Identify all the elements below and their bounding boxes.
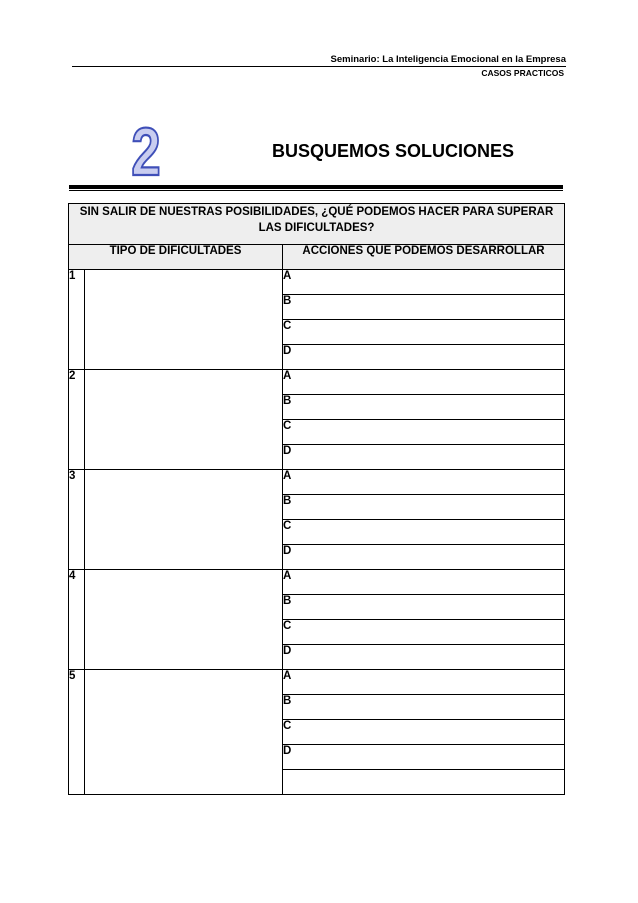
action-cell[interactable]: B — [283, 395, 565, 420]
action-cell[interactable]: A — [283, 370, 565, 395]
title-thin-rule — [69, 190, 563, 191]
row-number: 3 — [69, 470, 85, 570]
action-cell[interactable]: C — [283, 720, 565, 745]
table-row — [69, 370, 565, 395]
action-cell[interactable]: C — [283, 420, 565, 445]
row-number: 5 — [69, 670, 85, 795]
action-cell[interactable]: A — [283, 670, 565, 695]
header-seminar-title: Seminario: La Inteligencia Emocional en la Empresa — [330, 54, 566, 65]
action-cell[interactable]: C — [283, 320, 565, 345]
action-cell[interactable]: C — [283, 520, 565, 545]
action-cell[interactable]: B — [283, 295, 565, 320]
action-cell[interactable]: B — [283, 595, 565, 620]
action-cell[interactable]: A — [283, 270, 565, 295]
page-title: BUSQUEMOS SOLUCIONES — [272, 141, 515, 161]
title-thick-rule — [69, 185, 563, 189]
table-row — [69, 670, 565, 695]
action-cell[interactable]: D — [283, 445, 565, 470]
action-cell[interactable]: D — [283, 545, 565, 570]
action-cell[interactable]: A — [283, 570, 565, 595]
row-number: 4 — [69, 570, 85, 670]
action-cell[interactable]: D — [283, 345, 565, 370]
number-badge-text: 2 — [131, 118, 161, 180]
difficulty-cell[interactable] — [85, 670, 283, 795]
header-section-label: CASOS PRACTICOS — [481, 68, 564, 78]
table-row — [69, 570, 565, 595]
header-rule — [72, 66, 566, 67]
row-number: 2 — [69, 370, 85, 470]
action-cell[interactable]: C — [283, 620, 565, 645]
action-cell[interactable]: B — [283, 695, 565, 720]
action-cell[interactable]: D — [283, 645, 565, 670]
action-cell[interactable]: B — [283, 495, 565, 520]
column-header-actions: ACCIONES QUE PODEMOS DESARROLLAR — [283, 245, 565, 270]
difficulty-cell[interactable] — [85, 570, 283, 670]
difficulty-cell[interactable] — [85, 470, 283, 570]
action-cell-empty[interactable] — [283, 770, 565, 795]
table-row — [69, 270, 565, 295]
column-header-difficulties: TIPO DE DIFICULTADES — [69, 245, 283, 270]
row-number: 1 — [69, 270, 85, 370]
difficulty-cell[interactable] — [85, 270, 283, 370]
table-row — [69, 470, 565, 495]
difficulty-cell[interactable] — [85, 370, 283, 470]
question-header: SIN SALIR DE NUESTRAS POSIBILIDADES, ¿QUÉ PODEMOS HACER PARA SUPERAR LAS DIFICULTADES? — [69, 204, 565, 245]
action-cell[interactable]: D — [283, 745, 565, 770]
solutions-table — [68, 203, 565, 795]
number-badge-icon — [126, 118, 166, 180]
action-cell[interactable]: A — [283, 470, 565, 495]
